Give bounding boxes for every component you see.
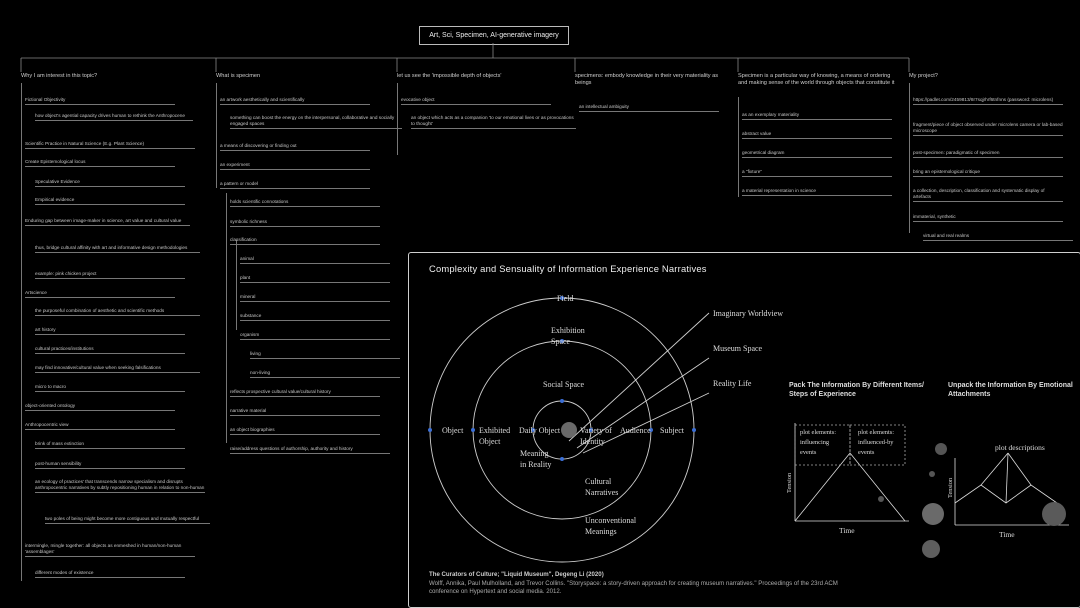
label-object: Object — [442, 426, 464, 435]
right-chart-title: Unpack the Information By Emotional Attachments — [948, 382, 1073, 398]
mindmap-item: substance — [240, 313, 390, 321]
mindmap-item: an artwork aesthetically and scientifically — [220, 97, 370, 105]
label-daily-object: Daily Object — [519, 426, 561, 435]
label-exhibited-1: Exhibited — [479, 426, 511, 435]
mindmap-item: virtual and real realms — [923, 233, 1073, 241]
root-node: Art, Sci, Specimen, AI-generative imagery — [419, 26, 569, 45]
mindmap-item: an object biographies — [230, 427, 380, 435]
label-exhibited-2: Object — [479, 437, 501, 446]
mindmap-item: Enduring gap between image-maker in science, art value and cultural value — [25, 218, 190, 226]
mindmap-item: Speculative Evidence — [35, 179, 185, 187]
mindmap-item: mineral — [240, 294, 390, 302]
column-my-project — [909, 73, 1063, 238]
svg-text:influenced-by: influenced-by — [858, 439, 894, 446]
label-exhibition-2: Space — [551, 337, 571, 346]
column-why — [21, 73, 206, 575]
mindmap-item: raise/address questions of authorship, authority and history — [230, 446, 390, 454]
svg-text:events: events — [800, 449, 817, 456]
mindmap-item: a collection, description, classification and systematic display of artefacts — [913, 188, 1063, 202]
left-tension-chart — [786, 423, 909, 535]
mindmap-item: living — [250, 351, 400, 359]
panel-title: Complexity and Sensuality of Information Experience Narratives — [429, 263, 707, 274]
mindmap-item: different modes of existence — [35, 570, 185, 578]
mindmap-item: Empirical evidence — [35, 197, 185, 205]
svg-text:events: events — [858, 449, 875, 456]
mindmap-item: evocative object — [401, 97, 551, 105]
mindmap-item: art history — [35, 327, 185, 335]
label-field: Field — [557, 294, 574, 303]
mindmap-item: abstract value — [742, 131, 892, 139]
svg-text:influencing: influencing — [800, 439, 830, 446]
narratives-panel — [408, 252, 1080, 608]
mindmap-item: post-specimen: paradigmatic of specimen — [913, 150, 1063, 158]
mindmap-item: the purposeful combination of aesthetic and scientific methods — [35, 308, 200, 316]
svg-text:Time: Time — [839, 526, 855, 535]
mindmap-item: intermingle, mingle together: all objects as enmeshed in human/non-human 'assemblages' — [25, 543, 195, 557]
label-meaning-1: Meaning — [520, 449, 549, 458]
svg-text:Time: Time — [999, 530, 1015, 539]
svg-text:Tension: Tension — [786, 472, 793, 493]
label-subject: Subject — [660, 426, 684, 435]
mindmap-item: immaterial, synthetic — [913, 214, 1063, 222]
mindmap-item: post-human sensibility — [35, 461, 185, 469]
column-header: specimens: embody knowledge in their very materiality as beings — [575, 73, 719, 86]
left-chart-title: Pack The Information By Different Items/ Steps of Experience — [789, 382, 924, 398]
reference-line-1: Wolff, Annika, Paul Mulholland, and Trevor Collins. "Storyspace: a story-driven approach for creating museum narratives." Proceedings of the 23rd ACM — [429, 580, 838, 587]
concentric-diagram — [409, 253, 1080, 607]
mindmap-item: symbolic richness — [230, 219, 380, 227]
mindmap-item: classification — [230, 237, 380, 245]
label-unconv-2: Meanings — [585, 527, 617, 536]
mindmap-item: as an exemplary materiality — [742, 112, 892, 120]
column-embody — [575, 73, 725, 109]
column-header: Specimen is a particular way of knowing, a means of ordering and making sense of the world through objects that constitute it — [738, 73, 895, 86]
mindmap-item: animal — [240, 256, 390, 264]
label-variety-2: Identity — [580, 437, 605, 446]
svg-text:plot elements:: plot elements: — [858, 429, 895, 436]
mindmap-item: narrative material — [230, 408, 380, 416]
mindmap-item: object-oriented ontology — [25, 403, 175, 411]
mindmap-item: geometrical diagram — [742, 150, 892, 158]
label-social-space: Social Space — [543, 380, 585, 389]
column-depth — [397, 73, 574, 126]
label-audience: Audience — [620, 426, 651, 435]
mindmap-item: organism — [240, 332, 390, 340]
svg-text:Tension: Tension — [947, 477, 954, 498]
label-meaning-2: in Reality — [520, 460, 552, 469]
mindmap-item: example: pink chicken project — [35, 271, 185, 279]
mindmap-item: Artscience — [25, 290, 175, 298]
label-unconv-1: Unconventional — [585, 516, 637, 525]
reference-line-2: conference on Hypertext and social media. 2012. — [429, 588, 562, 595]
mindmap-item: may find innovative/cultural value when seeking falsifications — [35, 365, 200, 373]
mindmap-item: holds scientific connotations — [230, 199, 380, 207]
column-header: What is specimen — [216, 73, 261, 79]
column-header: let us see the 'impossible depth of objects' — [397, 73, 502, 79]
label-cultural-2: Narratives — [585, 488, 619, 497]
mindmap-item: an object which acts as a companion 'to our emotional lives or as provocations to thought' — [411, 115, 576, 129]
label-cultural-1: Cultural — [585, 477, 612, 486]
label-variety-1: Variety of — [580, 426, 612, 435]
mindmap-item: a material representation in science — [742, 188, 892, 196]
svg-text:plot elements:: plot elements: — [800, 429, 837, 436]
mindmap-item: https://padlet.com/2459813/8r7sqjrhrf6tnfnns (password: microlens) — [913, 97, 1063, 105]
column-header: My project? — [909, 73, 938, 79]
column-way-of-knowing — [738, 73, 898, 193]
mindmap-item: Anthropocentric view — [25, 422, 175, 430]
callout-imaginary: Imaginary Worldview — [713, 309, 784, 318]
mindmap-item: an intellectual ambiguity — [579, 104, 719, 112]
column-what-is-specimen — [216, 73, 395, 451]
mindmap-item: a means of discovering or finding out — [220, 143, 370, 151]
mindmap-item: a "fixture" — [742, 169, 892, 177]
mindmap-item: micro to macro — [35, 384, 185, 392]
mindmap-item: how object's agential capacity drives human to rethink the Anthropocene — [35, 113, 193, 121]
right-tension-chart — [878, 443, 1069, 558]
mindmap-item: plant — [240, 275, 390, 283]
mindmap-item: bring an epistemological critique — [913, 169, 1063, 177]
label-exhibition-1: Exhibition — [551, 326, 585, 335]
mindmap-item: fragment/piece of object observed under microlens camera or lab-based microscope — [913, 122, 1063, 136]
mindmap-item: an ecology of practices' that transcends narrow specialism and disrupts anthropocentric narratives by subtly repositioning human in relation to non-human — [35, 479, 205, 493]
mindmap-item: thus, bridge cultural affinity with art and informative design methodologies — [35, 245, 200, 253]
mindmap-item: two poles of being might become more contiguous and mutually respectful — [45, 516, 210, 524]
mindmap-item: Create Epistemological locus — [25, 159, 175, 167]
mindmap-item: reflects prospective cultural value/cultural history — [230, 389, 380, 397]
tree-connectors — [0, 0, 1080, 80]
svg-text:plot descriptions: plot descriptions — [995, 443, 1045, 452]
mindmap-item: a pattern or model — [220, 181, 370, 189]
mindmap-item: brink of mass extinction — [35, 441, 185, 449]
mindmap-item: Fictional Objectivity — [25, 97, 175, 105]
column-header: Why I am interest in this topic? — [21, 73, 98, 79]
reference-title: The Curators of Culture; "Liquid Museum", Degeng Li (2020) — [429, 571, 604, 578]
mindmap-item: Scientific Practice in Natural Science (E.g. Plant Science) — [25, 141, 195, 149]
mindmap-item: cultural practices/institutions — [35, 346, 185, 354]
mindmap-item: something can boost the energy on the interpersonal, collaborative and socially engaged spaces — [230, 115, 402, 129]
mindmap-item: non-living — [250, 370, 400, 378]
mindmap-item: an experiment — [220, 162, 370, 170]
callout-museum: Museum Space — [713, 344, 763, 353]
callout-reality: Reality Life — [713, 379, 752, 388]
